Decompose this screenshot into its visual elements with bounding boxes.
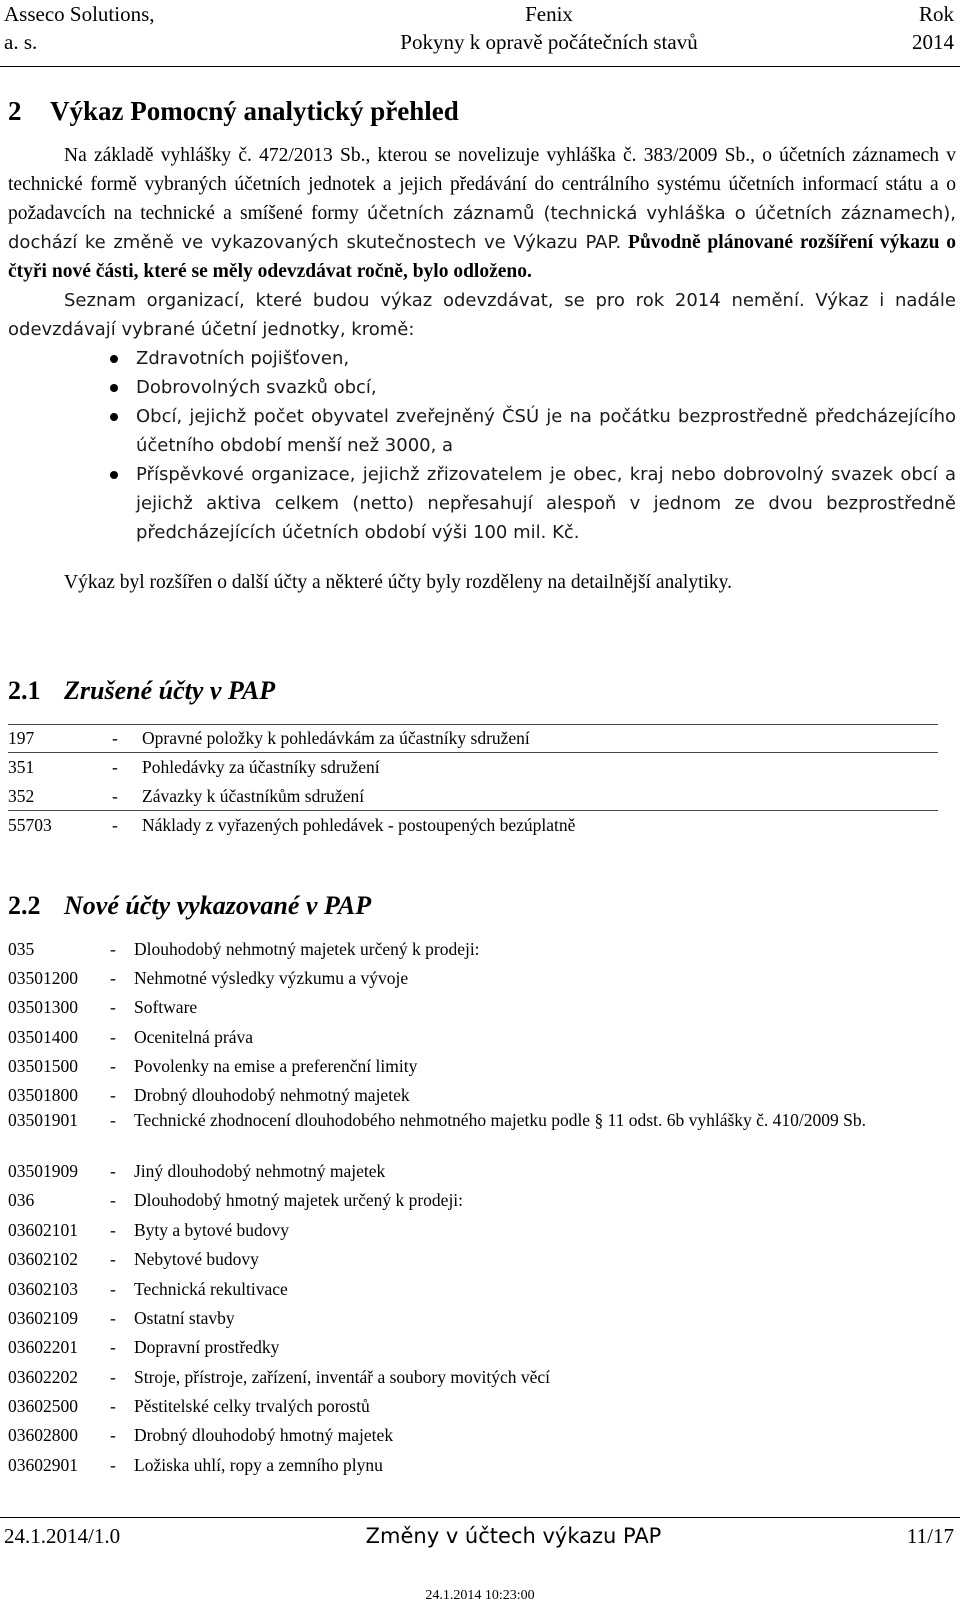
exception-item: Obcí, jejichž počet obyvatel zveřejněný ČSÚ je na počátku bezprostředně předcházejícího účetního období menší než 3000, a [8,402,956,460]
list-item: 03602901 - Ložiska uhlí, ropy a zemního plynu [8,1455,383,1475]
bullet-icon [110,384,118,392]
intro-p1-serif: Na základě vyhlášky č. 472/2013 Sb., kterou se novelizuje vyhláška č. 383/2009 Sb., o účetních záznamech v technické formě vybraných účetních jednotek a jejich předávání do centrálního systému účetních informací státu a o požadavcích na technické a smíšené formy [8,145,956,224]
intro-text [8,141,956,597]
subsection-heading-2-2: 2.2 Nové účty vykazované v PAP [8,891,372,920]
list-item: 352 - Závazky k účastníkům sdružení [8,786,365,806]
list-item: 03501901 - Technické zhodnocení dlouhodobého nehmotného majetku podle § 11 odst. 6b vyhlášky č. 410/2009 Sb. [8,1110,867,1130]
exception-item: Zdravotních pojišťoven, [8,344,956,373]
intro-paragraph-2: Seznam organizací, které budou výkaz odevzdávat, se pro rok 2014 nemění. Výkaz i nadále odevzdávají vybrané účetní jednotky, kromě: [8,290,956,340]
header-company-line1: Asseco Solutions, [4,2,155,26]
row-divider [8,724,938,725]
page-footer [4,1524,954,1549]
intro-paragraph-3: Výkaz byl rozšířen o další účty a některé účty byly rozděleny na detailnější analytiky. [64,572,733,593]
intro-p1-sans: účetních záznamů (technická vyhláška o účetních záznamech), dochází ke změně ve vykazovaných skutečnostech ve Výkazu PAP. [8,203,957,253]
list-item: 03602201 - Dopravní prostředky [8,1337,280,1357]
list-item: 03602109 - Ostatní stavby [8,1308,235,1328]
bullet-icon [110,413,118,421]
list-item: 03501200 - Nehmotné výsledky výzkumu a vývoje [8,968,409,988]
row-divider [8,752,938,753]
list-item: 03602202 - Stroje, přístroje, zařízení, inventář a soubory movitých věcí [8,1367,550,1387]
header-year-line2: 2014 [912,30,954,54]
list-item: 03602103 - Technická rekultivace [8,1279,288,1299]
footer-divider [0,1517,960,1518]
bullet-icon [110,355,118,363]
header-year-line1: Rok [918,2,954,26]
bullet-icon [110,471,118,479]
header-product-line1: Fenix [525,2,573,26]
header-company-line2: a. s. [4,30,38,54]
footer-page-number: 11/17 [906,1524,954,1548]
intro-p1-bold: Původně plánované rozšíření výkazu o čtyři nové části, které se měly odevzdávat ročně, bylo odloženo. [8,232,957,282]
list-item: 03501400 - Ocenitelná práva [8,1027,254,1047]
exception-list [8,344,956,547]
list-item: 197 - Opravné položky k pohledávkám za účastníky sdružení [8,728,530,748]
list-item: 036 - Dlouhodobý hmotný majetek určený k prodeji: [8,1190,464,1210]
header-divider [0,66,960,67]
header-product-line2: Pokyny k opravě počátečních stavů [400,30,698,54]
list-item: 03602102 - Nebytové budovy [8,1249,259,1269]
list-item: 55703 - Náklady z vyřazených pohledávek - postoupených bezúplatně [8,815,576,835]
list-item: 03501300 - Software [8,997,198,1017]
list-item: 03501800 - Drobný dlouhodobý nehmotný majetek [8,1085,410,1105]
section-title: Výkaz Pomocný analytický přehled [50,96,459,126]
list-item: 351 - Pohledávky za účastníky sdružení [8,757,380,777]
footer-timestamp: 24.1.2014 10:23:00 [425,1588,535,1603]
row-divider [8,810,938,811]
exception-item: Příspěvkové organizace, jejichž zřizovatelem je obec, kraj nebo dobrovolný svazek obcí a jejichž aktiva celkem (netto) nepřesahují alespoň v jednom ze dvou bezprostředně předcházejících účetních období výši 100 mil. Kč. [8,460,956,547]
footer-version: 24.1.2014/1.0 [4,1524,121,1548]
list-item: 03602500 - Pěstitelské celky trvalých porostů [8,1396,370,1416]
section-number: 2 [8,96,22,126]
list-item: 03602101 - Byty a bytové budovy [8,1220,290,1240]
list-item: 03602800 - Drobný dlouhodobý hmotný majetek [8,1425,394,1445]
section-heading [8,96,459,127]
page-header [4,0,954,56]
footer-title: Změny v účtech výkazu PAP [365,1524,662,1548]
list-item: 035 - Dlouhodobý nehmotný majetek určený k prodeji: [8,939,480,959]
list-item: 03501500 - Povolenky na emise a preferenční limity [8,1056,418,1076]
exception-item: Dobrovolných svazků obcí, [8,373,956,402]
intro-paragraph-1 [8,141,956,286]
subsection-heading-2-1: 2.1 Zrušené účty v PAP [8,676,276,705]
list-item: 03501909 - Jiný dlouhodobý nehmotný majetek [8,1161,386,1181]
